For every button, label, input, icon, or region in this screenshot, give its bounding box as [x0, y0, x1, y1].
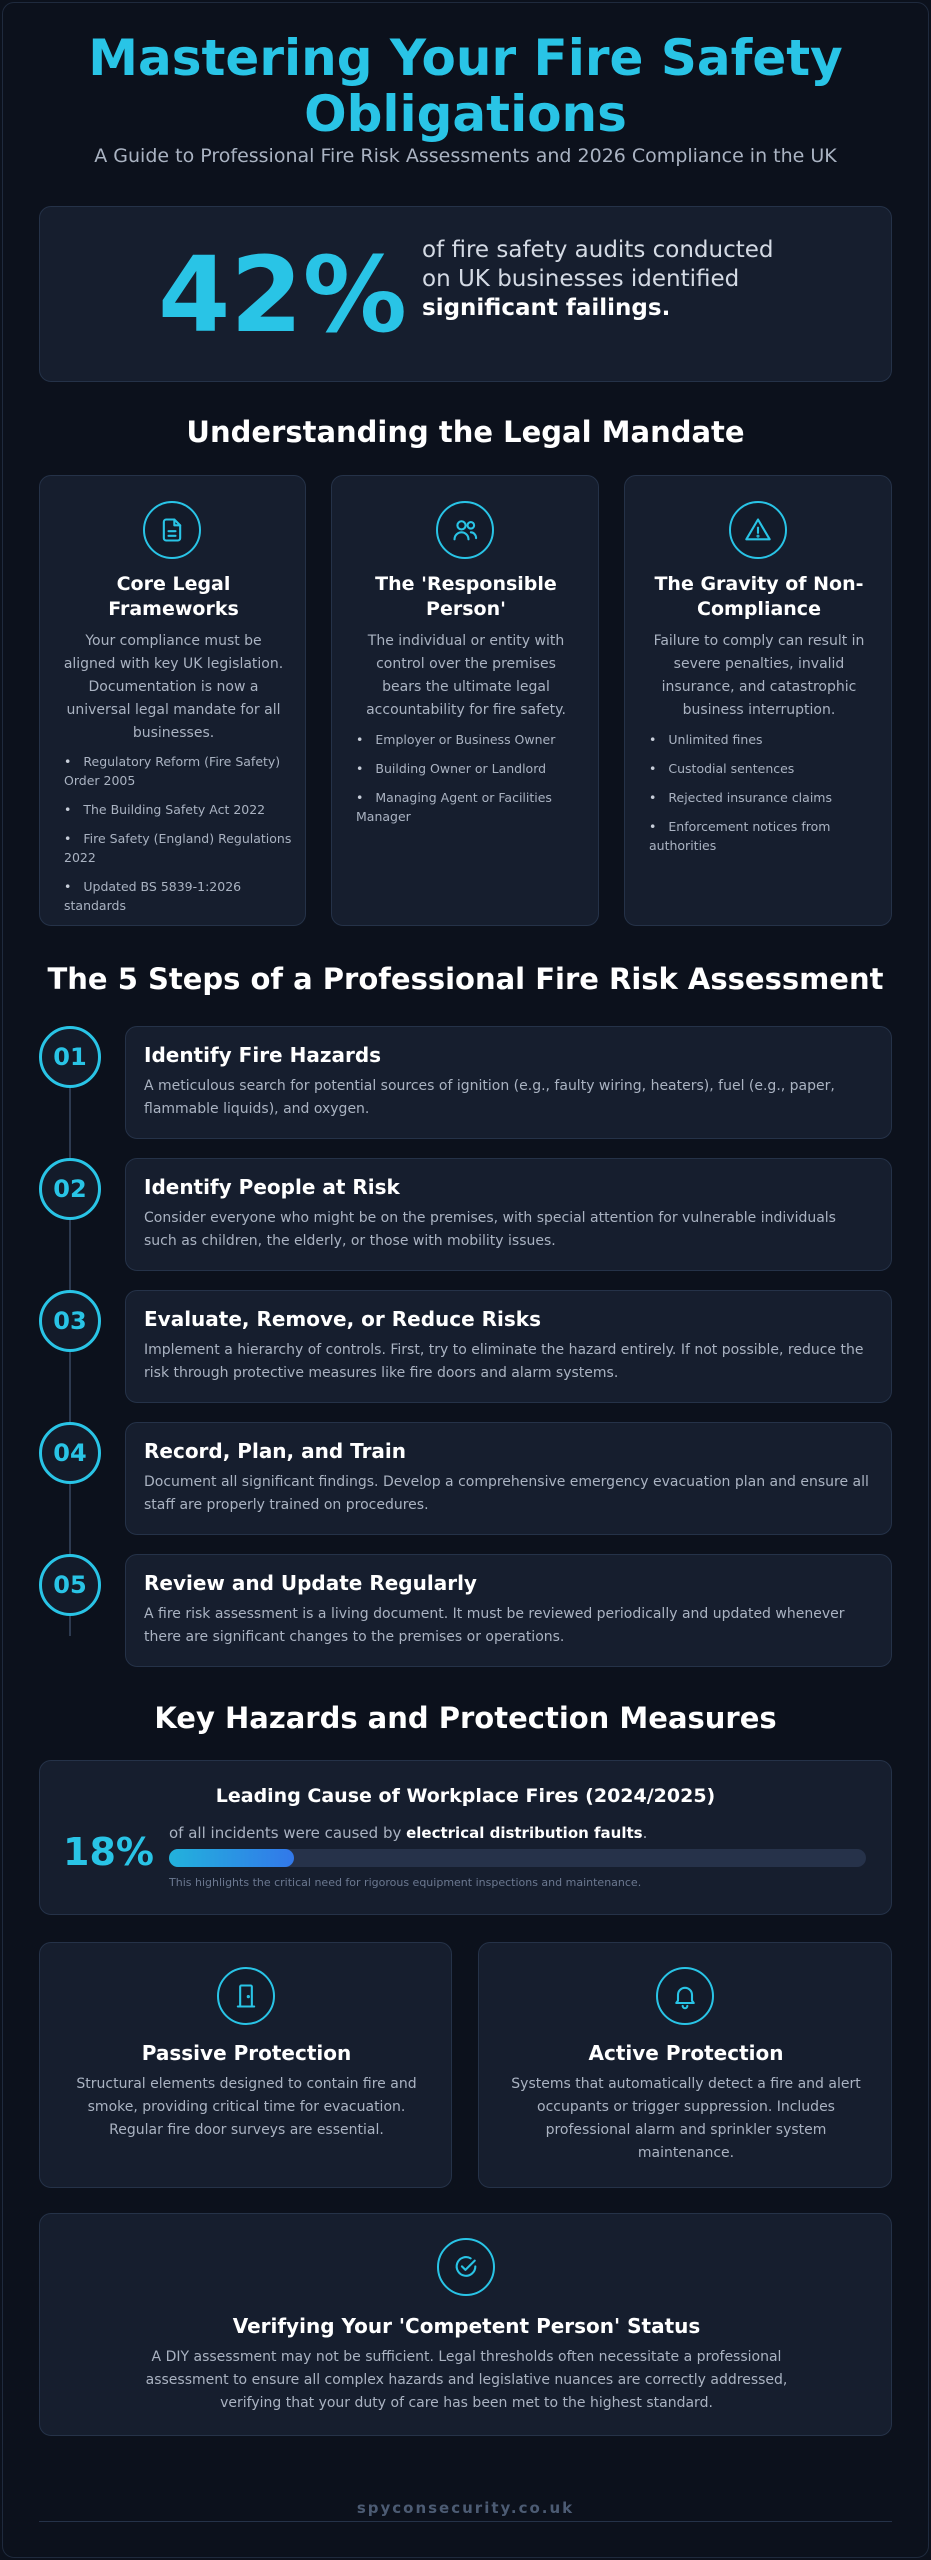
step-card [125, 1026, 892, 1139]
leading-cause-value: 18% [63, 1830, 154, 1874]
list-item: • Managing Agent or Facilities Manager [356, 788, 590, 826]
step-body: Implement a hierarchy of controls. First, try to eliminate the hazard entirely. If not possible, reduce the risk through protective measures like fire doors and alarm systems. [144, 1342, 864, 1381]
step-title: Evaluate, Remove, or Reduce Risks [144, 1307, 542, 1331]
card-body: Your compliance must be aligned with key UK legislation. Documentation is now a universal legal mandate for all businesses. [63, 633, 284, 741]
card-bullets [649, 730, 883, 865]
list-item: • The Building Safety Act 2022 [64, 800, 296, 819]
card-body: Structural elements designed to contain fire and smoke, providing critical time for evacuation. Regular fire door surveys are essential. [76, 2076, 417, 2138]
step-card [125, 1554, 892, 1667]
card-body: The individual or entity with control over the premises bears the ultimate legal accountability for fire safety. [366, 633, 566, 718]
step-title: Review and Update Regularly [144, 1571, 477, 1595]
step-body: A fire risk assessment is a living document. It must be reviewed periodically and updated whenever there are significant changes to the premises or operations. [144, 1606, 845, 1645]
bell-icon [656, 1967, 714, 2025]
warning-icon [729, 501, 787, 559]
step-number: 02 [39, 1158, 101, 1220]
footer-domain: spyconsecurity.co.uk [356, 2499, 575, 2517]
card-bullets [356, 730, 590, 836]
legal-card-frameworks [39, 475, 306, 926]
check-badge-icon [437, 2238, 495, 2296]
legal-card-responsible-person [331, 475, 599, 926]
leading-cause-progress [169, 1849, 866, 1867]
steps-heading: The 5 Steps of a Professional Fire Risk Assessment [47, 962, 884, 996]
card-title: Passive Protection [141, 2041, 352, 2065]
hazards-heading: Key Hazards and Protection Measures [154, 1701, 777, 1735]
list-item: • Enforcement notices from authorities [649, 817, 883, 855]
leading-cause-note: This highlights the critical need for rigorous equipment inspections and maintenance. [169, 1876, 642, 1889]
list-item: • Employer or Business Owner [356, 730, 590, 749]
list-item: • Unlimited fines [649, 730, 883, 749]
legal-card-non-compliance [624, 475, 892, 926]
step-card [125, 1158, 892, 1271]
step-card [125, 1422, 892, 1535]
card-body: A DIY assessment may not be sufficient. Legal thresholds often necessitate a professional assessment to ensure all complex hazards and legislative nuances are correctly addressed, verifying that your duty of care has been met to the highest standard. [145, 2349, 788, 2411]
list-item: • Rejected insurance claims [649, 788, 883, 807]
step-number: 03 [39, 1290, 101, 1352]
step-body: Document all significant findings. Develop a comprehensive emergency evacuation plan and ensure all staff are properly trained on procedures. [144, 1474, 869, 1513]
leading-cause-title: Leading Cause of Workplace Fires (2024/2025) [215, 1785, 716, 1807]
stat-text: of fire safety audits conducted on UK businesses identified significant failings. [422, 237, 774, 321]
leading-cause-text: of all incidents were caused by electrical distribution faults. [169, 1824, 648, 1842]
step-title: Identify Fire Hazards [144, 1043, 382, 1067]
active-protection-card [478, 1942, 892, 2188]
step-number: 05 [39, 1554, 101, 1616]
progress-fill [169, 1849, 294, 1867]
step-title: Identify People at Risk [144, 1175, 400, 1199]
door-icon [217, 1967, 275, 2025]
card-title: Core Legal Frameworks [108, 573, 239, 620]
list-item: • Fire Safety (England) Regulations 2022 [64, 829, 296, 867]
card-body: Systems that automatically detect a fire and alert occupants or trigger suppression. Includes professional alarm and sprinkler system maintenance. [511, 2076, 861, 2161]
card-title: Verifying Your 'Competent Person' Status [232, 2314, 701, 2338]
card-bullets [64, 752, 296, 925]
page-subtitle: A Guide to Professional Fire Risk Assessments and 2026 Compliance in the UK [94, 145, 837, 167]
card-title: The Gravity of Non-Compliance [654, 573, 864, 620]
step-title: Record, Plan, and Train [144, 1439, 407, 1463]
list-item: • Regulatory Reform (Fire Safety) Order 2005 [64, 752, 296, 790]
list-item: • Building Owner or Landlord [356, 759, 590, 778]
step-body: A meticulous search for potential sources of ignition (e.g., faulty wiring, heaters), fuel (e.g., paper, flammable liquids), and oxygen. [144, 1078, 835, 1117]
card-title: The 'Responsible Person' [375, 573, 557, 620]
step-body: Consider everyone who might be on the premises, with special attention for vulnerable individuals such as children, the elderly, or those with mobility issues. [144, 1210, 836, 1249]
card-body: Failure to comply can result in severe penalties, invalid insurance, and catastrophic business interruption. [653, 633, 865, 718]
competent-person-card [39, 2213, 892, 2436]
document-icon [143, 501, 201, 559]
list-item: • Updated BS 5839-1:2026 standards [64, 877, 296, 915]
page-title: Mastering Your Fire Safety Obligations [88, 29, 843, 143]
passive-protection-card [39, 1942, 452, 2188]
footer-divider [39, 2521, 892, 2522]
step-number: 04 [39, 1422, 101, 1484]
people-icon [436, 501, 494, 559]
step-card [125, 1290, 892, 1403]
list-item: • Custodial sentences [649, 759, 883, 778]
stat-value: 42% [158, 234, 407, 356]
legal-heading: Understanding the Legal Mandate [186, 415, 745, 449]
step-number: 01 [39, 1026, 101, 1088]
card-title: Active Protection [588, 2041, 784, 2065]
